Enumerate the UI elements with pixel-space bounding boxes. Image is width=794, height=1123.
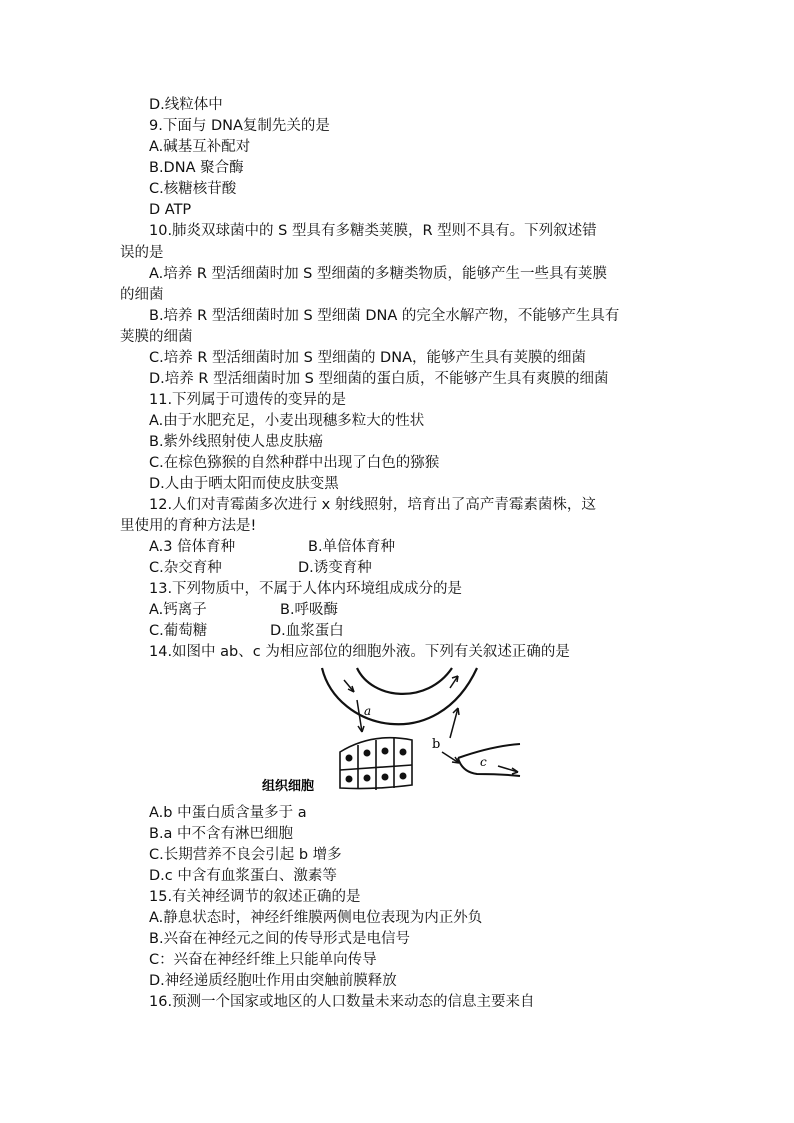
label-c: c bbox=[480, 755, 487, 769]
option-line: C.培养 R 型活细菌时加 S 型细菌的 DNA，能够产生具有荚膜的细菌 bbox=[149, 350, 586, 366]
option-line: A.培养 R 型活细菌时加 S 型细菌的多糖类物质，能够产生一些具有荚膜 bbox=[149, 266, 607, 282]
option-line: D.神经递质经胞吐作用由突触前膜释放 bbox=[149, 973, 397, 989]
flow-arrow bbox=[498, 766, 518, 772]
flow-arrow bbox=[442, 752, 459, 763]
option-line: D ATP bbox=[149, 202, 192, 218]
question-14: 14.如图中 ab、c 为相应部位的细胞外液。下列有关叙述正确的是 bbox=[149, 644, 570, 660]
option-line: C：兴奋在神经纤维上只能单向传导 bbox=[149, 952, 377, 968]
question-11: 11.下列属于可遗传的变异的是 bbox=[149, 392, 347, 408]
option-line: A.b 中蛋白质含量多于 a bbox=[149, 805, 307, 821]
option-b: B.单倍体育种 bbox=[308, 539, 396, 555]
option-line: B.紫外线照射使人患皮肤癌 bbox=[149, 434, 324, 450]
option-d: D.诱变育种 bbox=[298, 560, 372, 576]
option-a: A.钙离子 bbox=[149, 602, 207, 618]
question-12-cont: 里使用的育种方法是! bbox=[120, 518, 257, 534]
vessel-outer-wall bbox=[322, 668, 477, 724]
option-line: A.碱基互补配对 bbox=[149, 139, 251, 155]
option-d: D.血浆蛋白 bbox=[270, 623, 344, 639]
option-line: C.长期营养不良会引起 b 增多 bbox=[149, 847, 342, 863]
label-a: a bbox=[364, 704, 372, 718]
option-line: C.在棕色猕猴的自然种群中出现了白色的猕猴 bbox=[149, 455, 440, 471]
option-line: D.线粒体中 bbox=[149, 97, 223, 113]
option-line: B.培养 R 型活细菌时加 S 型细菌 DNA 的完全水解产物，不能够产生具有 bbox=[149, 308, 620, 324]
option-line: D.人由于晒太阳而使皮肤变黑 bbox=[149, 476, 339, 492]
vessel-inner-wall bbox=[357, 668, 452, 694]
option-line: B.a 中不含有淋巴细胞 bbox=[149, 826, 294, 842]
option-line: D.c 中含有血浆蛋白、激素等 bbox=[149, 868, 337, 884]
option-c: C.葡萄糖 bbox=[149, 623, 208, 639]
option-line: C.核糖核苷酸 bbox=[149, 181, 237, 197]
question-15: 15.有关神经调节的叙述正确的是 bbox=[149, 889, 361, 905]
option-c: C.杂交育种 bbox=[149, 560, 222, 576]
question-13: 13.下列物质中，不属于人体内环境组成成分的是 bbox=[149, 581, 463, 597]
option-line: A.静息状态时，神经纤维膜两侧电位表现为内正外负 bbox=[149, 910, 483, 926]
question-16: 16.预测一个国家或地区的人口数量未来动态的信息主要来自 bbox=[149, 994, 535, 1010]
option-a: A.3 倍体育种 bbox=[149, 539, 236, 555]
option-line-cont: 荚膜的细菌 bbox=[120, 329, 193, 345]
lymph-vessel-bottom bbox=[458, 758, 520, 776]
option-line: B.兴奋在神经元之间的传导形式是电信号 bbox=[149, 931, 411, 947]
option-line-cont: 的细菌 bbox=[120, 287, 164, 303]
body-fluid-diagram bbox=[262, 660, 532, 800]
question-12: 12.人们对青霉菌多次进行 x 射线照射，培育出了高产青霉素菌株，这 bbox=[149, 497, 596, 513]
option-b: B.呼吸酶 bbox=[280, 602, 339, 618]
question-9: 9.下面与 DNA复制先关的是 bbox=[149, 118, 330, 134]
tissue-cells bbox=[340, 738, 412, 790]
question-10: 10.肺炎双球菌中的 S 型具有多糖类荚膜，R 型则不具有。下列叙述错 bbox=[149, 223, 597, 239]
option-line: D.培养 R 型活细菌时加 S 型细菌的蛋白质，不能够产生具有爽膜的细菌 bbox=[149, 371, 609, 387]
label-b: b bbox=[432, 737, 441, 752]
option-line: B.DNA 聚合酶 bbox=[149, 160, 244, 176]
option-line: A.由于水肥充足，小麦出现穗多粒大的性状 bbox=[149, 413, 425, 429]
caption-tissue-cells: 组织细胞 bbox=[262, 779, 315, 794]
question-10-cont: 误的是 bbox=[120, 245, 164, 261]
lymph-vessel-top bbox=[458, 744, 520, 758]
